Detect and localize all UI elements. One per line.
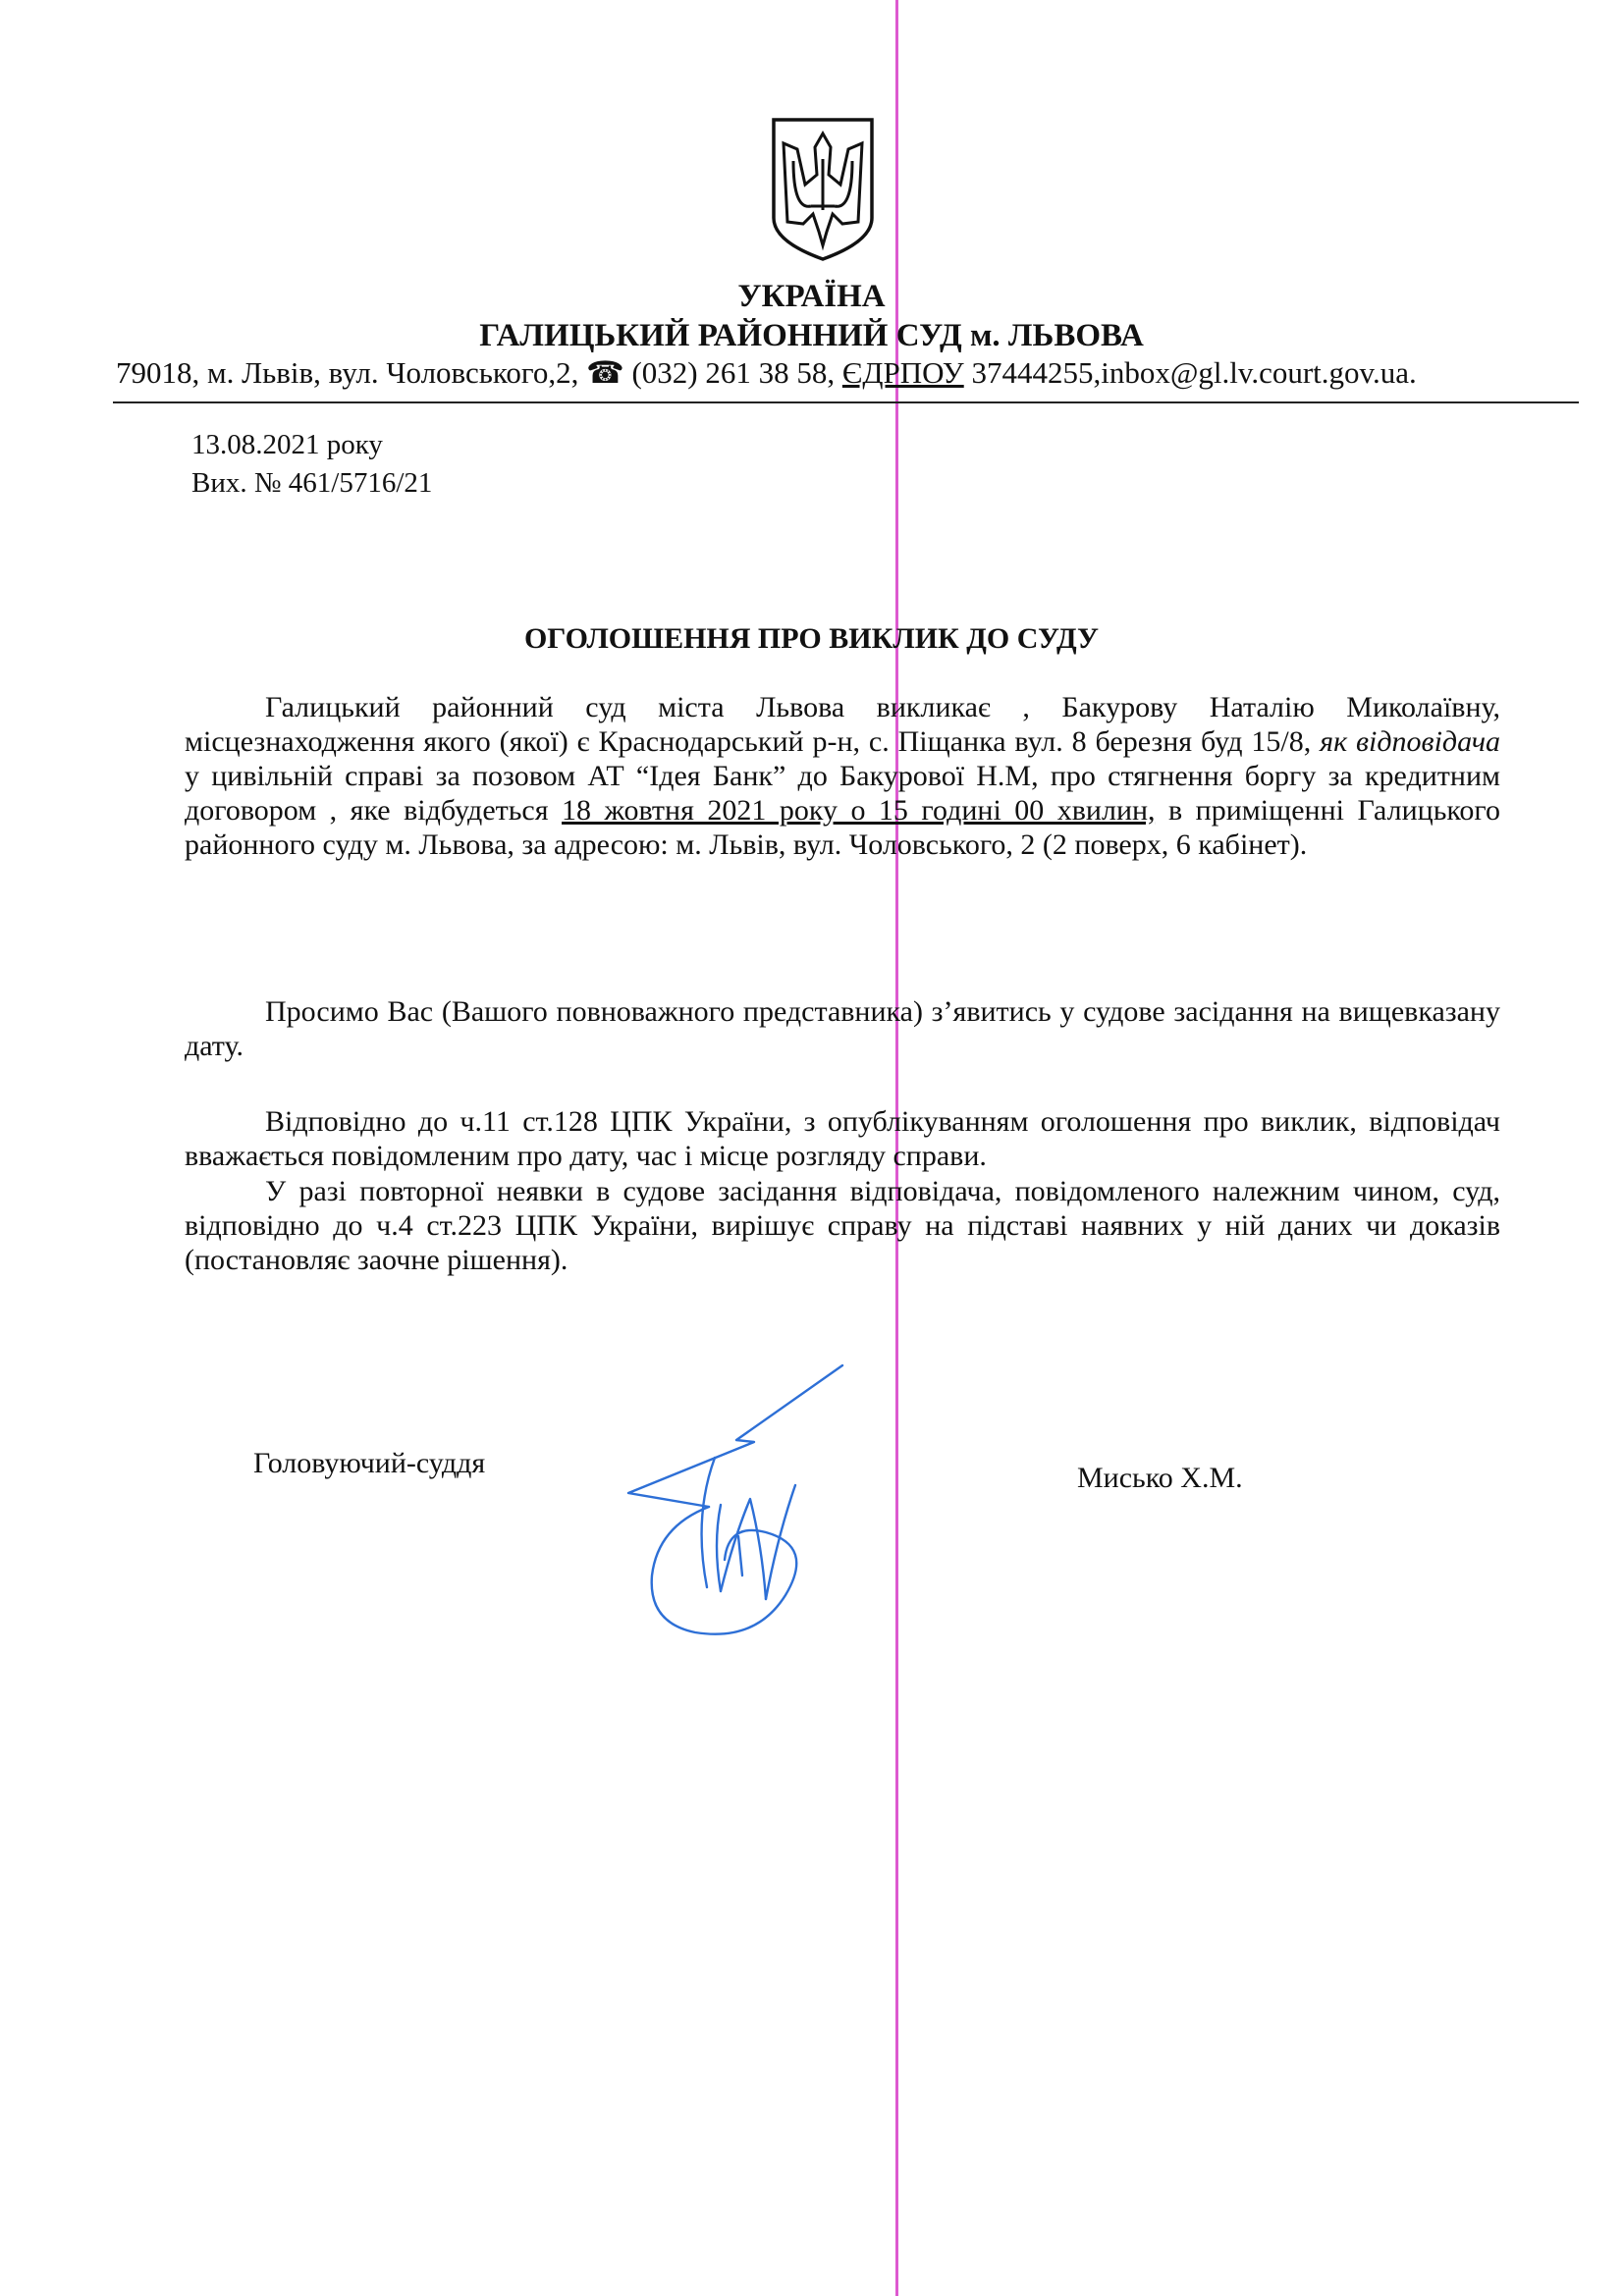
trident-emblem-icon bbox=[768, 116, 878, 263]
edrpou-and-email: 37444255,inbox@gl.lv.court.gov.ua. bbox=[971, 355, 1417, 390]
hearing-datetime: 18 жовтня 2021 року о 15 годині 00 хвилин, bbox=[562, 794, 1156, 827]
header-divider bbox=[113, 401, 1579, 403]
summons-paragraph bbox=[185, 690, 1500, 862]
summons-text-c: в приміщенні Галицького районного суду м. Львова, за адресою: м. Львів, вул. Чоловського, 2 (2 поверх, 6 кабінет). bbox=[185, 794, 1500, 861]
outgoing-number: Вих. № 461/5716/21 bbox=[191, 467, 433, 499]
judge-name: Мисько Х.М. bbox=[1077, 1462, 1243, 1494]
notice-text: Відповідно до ч.11 ст.128 ЦПК України, з опублікуванням оголошення про виклик, відповідач вважається повідомленим про дату, час і місце розгляду справи. bbox=[185, 1105, 1500, 1172]
court-phone: (032) 261 38 58, bbox=[631, 355, 836, 390]
summons-text-a: Галицький районний суд міста Львова викликає , Бакурову Наталію Миколаївну, місцезнаходження якого (якої) є Краснодарський р-н, с. Піщанка вул. 8 березня буд 15/8, bbox=[185, 691, 1500, 758]
document-title: ОГОЛОШЕННЯ ПРО ВИКЛИК ДО СУДУ bbox=[523, 622, 1100, 655]
presiding-judge-label: Головуючий-суддя bbox=[253, 1447, 486, 1479]
handwritten-signature bbox=[619, 1360, 854, 1644]
default-judgment-text: У разі повторної неявки в судове засідання відповідача, повідомленого належним чином, суд, відповідно до ч.4 ст.223 ЦПК України, вирішує справу на підставі наявних у ній даних чи доказів (постановляє заочне рішення). bbox=[185, 1175, 1500, 1276]
defendant-role: як відповідача bbox=[1320, 725, 1501, 758]
court-address: 79018, м. Львів, вул. Чоловського,2, bbox=[116, 355, 579, 390]
request-text: Просимо Вас (Вашого повноважного представника) з’явитись у судове засідання на вищевказану дату. bbox=[185, 995, 1500, 1062]
request-paragraph bbox=[185, 994, 1500, 1063]
country-heading: УКРАЇНА bbox=[737, 279, 886, 314]
default-judgment-paragraph bbox=[185, 1174, 1500, 1277]
summons-text-b: у цивільній справі за позовом АТ “Ідея Банк” до Бакурової Н.М, про стягнення боргу за кредитним договором , яке відбудеться bbox=[185, 760, 1500, 827]
court-contacts bbox=[116, 353, 1569, 393]
edrpou-label: ЄДРПОУ bbox=[841, 355, 964, 390]
notice-paragraph bbox=[185, 1104, 1500, 1173]
telephone-icon: ☎ bbox=[586, 355, 624, 390]
court-heading: ГАЛИЦЬКИЙ РАЙОННИЙ СУД м. ЛЬВОВА bbox=[479, 318, 1144, 353]
document-date: 13.08.2021 року bbox=[191, 429, 383, 460]
